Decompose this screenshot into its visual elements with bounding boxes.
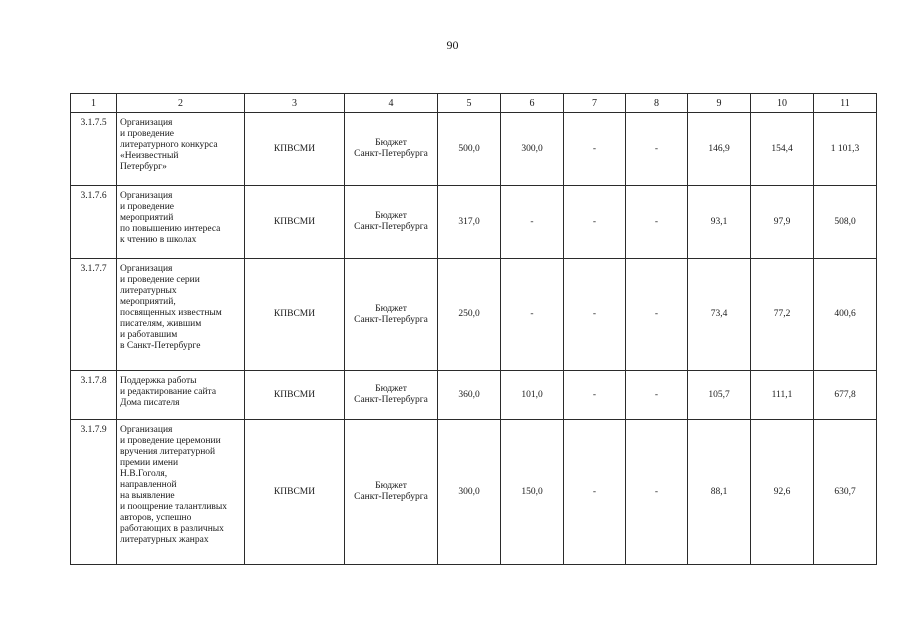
item-funding-source: Бюджет Санкт-Петербурга [345,371,438,420]
item-value-col5: 250,0 [438,259,501,371]
item-value-col7: - [564,420,626,565]
item-value-col10: 111,1 [751,371,814,420]
table-row [71,186,877,259]
item-value-col11: 1 101,3 [814,113,877,186]
item-value-col11: 677,8 [814,371,877,420]
item-executor: КПВСМИ [245,420,345,565]
table-row [71,259,877,371]
item-executor: КПВСМИ [245,259,345,371]
item-code: 3.1.7.8 [71,371,117,420]
column-header: 7 [564,94,626,113]
column-header: 5 [438,94,501,113]
item-funding-source: Бюджет Санкт-Петербурга [345,259,438,371]
item-value-col6: 150,0 [501,420,564,565]
item-executor: КПВСМИ [245,186,345,259]
item-value-col5: 360,0 [438,371,501,420]
item-code: 3.1.7.7 [71,259,117,371]
program-table [70,93,877,565]
column-header: 6 [501,94,564,113]
table-row [71,420,877,565]
item-value-col8: - [626,113,688,186]
column-header: 11 [814,94,877,113]
item-funding-source: Бюджет Санкт-Петербурга [345,113,438,186]
item-value-col7: - [564,113,626,186]
page-number: 90 [446,38,459,52]
item-code: 3.1.7.6 [71,186,117,259]
column-number-row [71,94,877,113]
column-header: 8 [626,94,688,113]
item-funding-source: Бюджет Санкт-Петербурга [345,420,438,565]
item-value-col8: - [626,259,688,371]
column-header: 9 [688,94,751,113]
item-code: 3.1.7.9 [71,420,117,565]
item-name: Организация и проведение церемонии вручения литературной премии имени Н.В.Гоголя, направленной на выявление и поощрение талантливых авторов, успешно работающих в различных литературных жанрах [117,420,245,565]
item-value-col10: 97,9 [751,186,814,259]
item-value-col7: - [564,371,626,420]
item-value-col6: 300,0 [501,113,564,186]
item-value-col7: - [564,186,626,259]
item-value-col8: - [626,186,688,259]
item-value-col5: 500,0 [438,113,501,186]
table-row [71,113,877,186]
item-value-col9: 146,9 [688,113,751,186]
column-header: 2 [117,94,245,113]
item-value-col6: - [501,186,564,259]
item-value-col9: 105,7 [688,371,751,420]
item-value-col6: 101,0 [501,371,564,420]
item-value-col6: - [501,259,564,371]
item-value-col10: 92,6 [751,420,814,565]
item-value-col10: 77,2 [751,259,814,371]
item-name: Поддержка работы и редактирование сайта Дома писателя [117,371,245,420]
item-value-col7: - [564,259,626,371]
column-header: 3 [245,94,345,113]
column-header: 4 [345,94,438,113]
item-value-col9: 93,1 [688,186,751,259]
item-value-col11: 508,0 [814,186,877,259]
item-value-col9: 73,4 [688,259,751,371]
item-value-col5: 317,0 [438,186,501,259]
item-executor: КПВСМИ [245,113,345,186]
item-value-col5: 300,0 [438,420,501,565]
item-value-col8: - [626,371,688,420]
item-executor: КПВСМИ [245,371,345,420]
item-name: Организация и проведение мероприятий по повышению интереса к чтению в школах [117,186,245,259]
item-value-col8: - [626,420,688,565]
item-value-col11: 630,7 [814,420,877,565]
item-code: 3.1.7.5 [71,113,117,186]
item-name: Организация и проведение литературного конкурса «Неизвестный Петербург» [117,113,245,186]
column-header: 10 [751,94,814,113]
item-value-col10: 154,4 [751,113,814,186]
item-funding-source: Бюджет Санкт-Петербурга [345,186,438,259]
column-header: 1 [71,94,117,113]
table-row [71,371,877,420]
item-value-col11: 400,6 [814,259,877,371]
item-name: Организация и проведение серии литературных мероприятий, посвященных известным писателям, жившим и работавшим в Санкт-Петербурге [117,259,245,371]
item-value-col9: 88,1 [688,420,751,565]
